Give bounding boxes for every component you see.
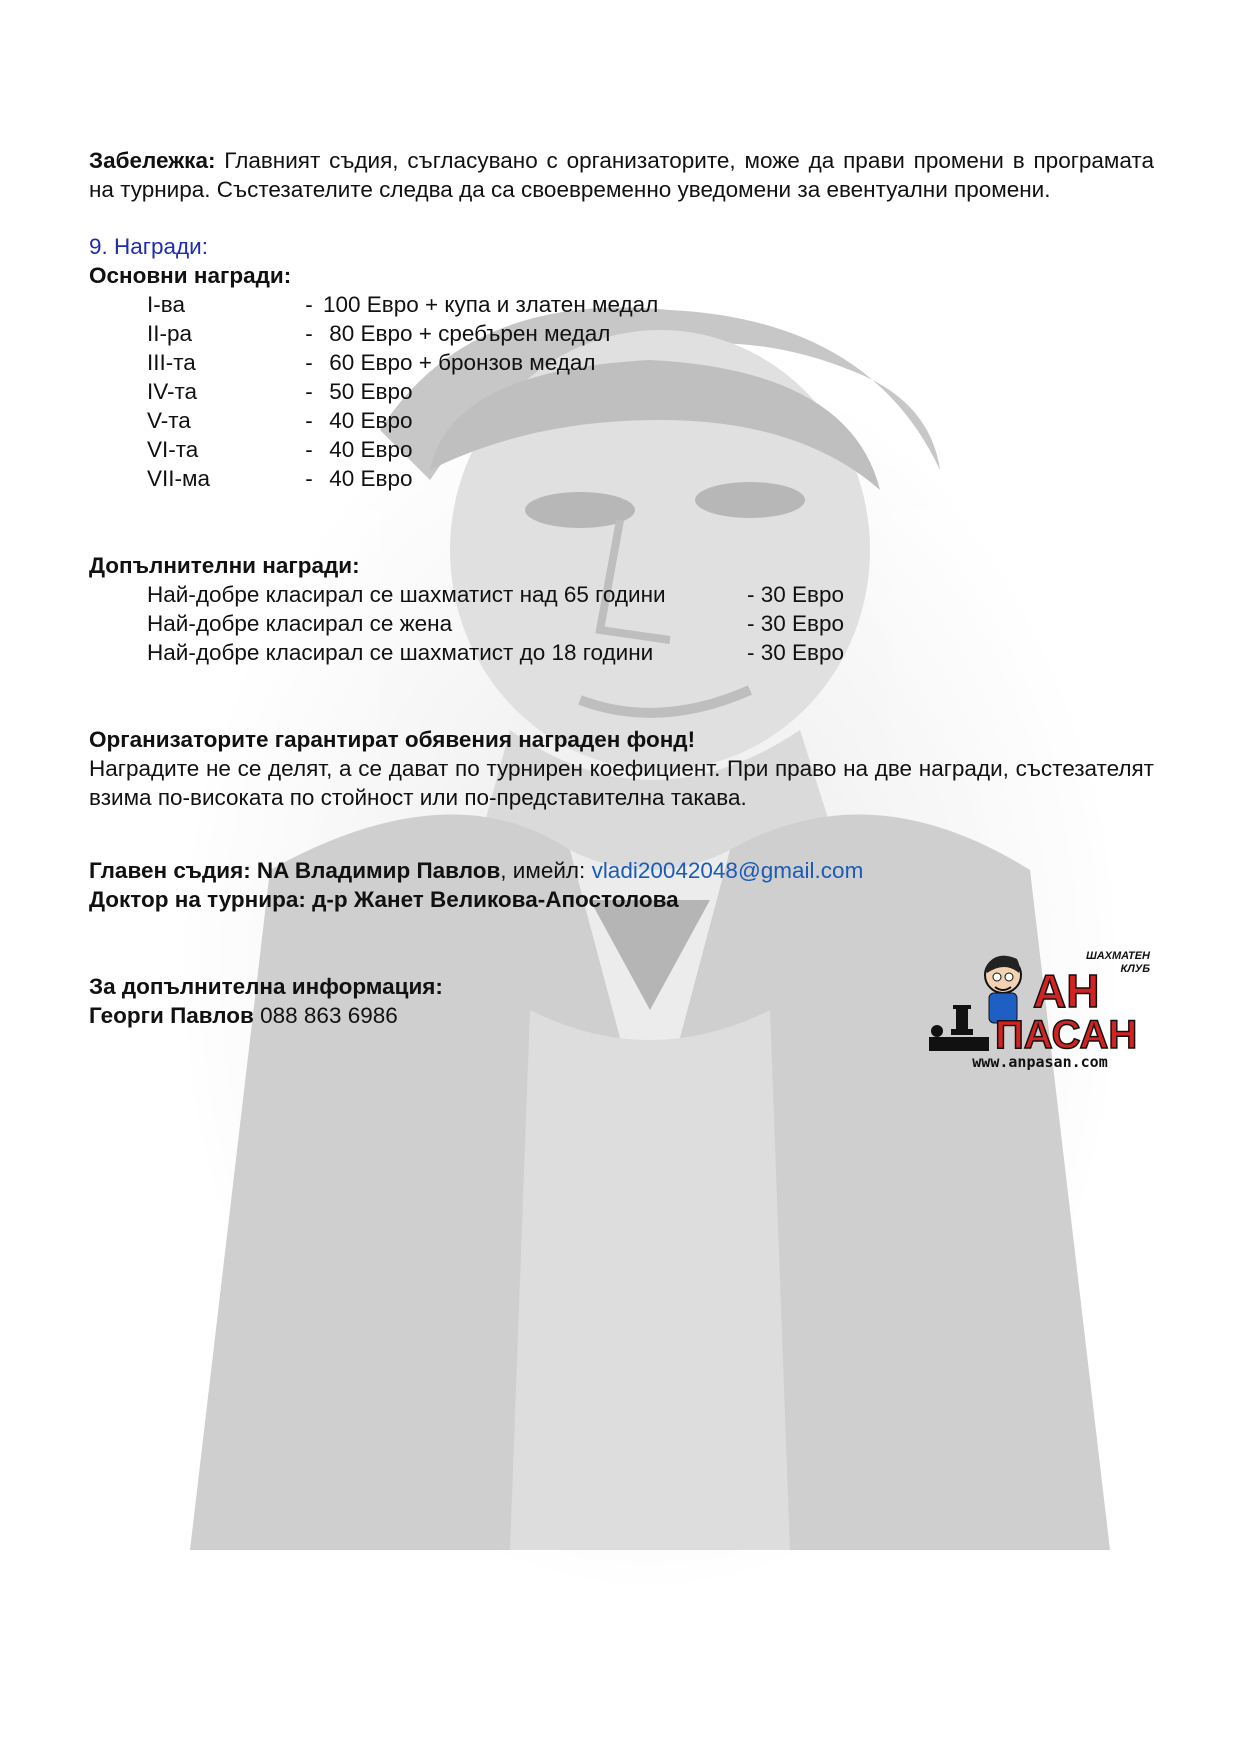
note-text: Главният съдия, съгласувано с организаторите, може да прави промени в програмата на турнира. Състезателите следва да са своевременно уведомени за евентуални промени. — [89, 148, 1154, 202]
prize-dash: - — [305, 292, 313, 317]
judge-email-link[interactable]: vladi20042048@gmail.com — [591, 858, 864, 883]
prize-dash: - — [305, 350, 313, 375]
contact-title: За допълнителна информация: — [89, 974, 443, 999]
additional-prize-row — [89, 638, 1154, 667]
prize-place: IV-та — [147, 379, 198, 404]
prize-place: I-ва — [147, 292, 185, 317]
additional-prize-desc: Най-добре класирал се шахматист до 18 години — [147, 640, 654, 665]
logo-club-line1: ШАХМАТЕН — [1085, 950, 1150, 962]
prize-dash: - — [305, 321, 313, 346]
chess-rook-icon — [951, 1005, 973, 1035]
prize-place: VI-та — [147, 437, 199, 462]
logo-word2: ПАСАН — [995, 1013, 1138, 1057]
additional-prize-amount: - 30 Евро — [747, 582, 845, 607]
additional-prizes-list — [89, 580, 1154, 667]
additional-prize-desc: Най-добре класирал се жена — [147, 611, 453, 636]
logo-word1: АН — [1033, 965, 1100, 1017]
prize-amount: 40 Евро — [323, 437, 413, 462]
prize-row — [89, 435, 1154, 464]
prize-dash: - — [305, 437, 313, 462]
prize-amount: 80 Евро + сребърен медал — [323, 321, 611, 346]
prize-row — [89, 377, 1154, 406]
guarantee-text: Наградите не се делят, а се дават по турнирен коефициент. При право на две награди, състезателят взима по-високата по стойност или по-представителна такава. — [89, 756, 1154, 810]
prize-row — [89, 348, 1154, 377]
note-paragraph — [89, 146, 1154, 204]
prize-dash: - — [305, 466, 313, 491]
judge-label: Главен съдия: NA Владимир Павлов — [89, 858, 501, 883]
prize-amount: 40 Евро — [323, 408, 413, 433]
prize-row — [89, 319, 1154, 348]
club-logo — [925, 945, 1155, 1070]
contact-name: Георги Павлов — [89, 1003, 254, 1028]
additional-prize-row — [89, 580, 1154, 609]
email-label: , имейл: — [500, 858, 592, 883]
logo-club-line2: КЛУБ — [1120, 963, 1150, 975]
doctor-line: Доктор на турнира: д-р Жанет Великова-Апостолова — [89, 887, 679, 912]
prize-amount: 40 Евро — [323, 466, 413, 491]
prize-amount: 50 Евро — [323, 379, 413, 404]
prize-amount: 100 Евро + купа и златен медал — [323, 292, 659, 317]
additional-prize-row — [89, 609, 1154, 638]
prize-row — [89, 406, 1154, 435]
prize-dash: - — [305, 408, 313, 433]
section-title-prizes: 9. Награди: — [89, 234, 208, 259]
logo-url: www.anpasan.com — [972, 1053, 1108, 1070]
additional-prize-desc: Най-добре класирал се шахматист над 65 години — [147, 582, 666, 607]
prize-place: V-та — [147, 408, 191, 433]
prize-place: III-та — [147, 350, 196, 375]
prize-place: VII-ма — [147, 466, 210, 491]
contact-phone: 088 863 6986 — [253, 1003, 398, 1028]
prize-amount: 60 Евро + бронзов медал — [323, 350, 596, 375]
note-label: Забележка: — [89, 148, 216, 173]
main-prizes-list — [89, 290, 1154, 493]
judge-line — [89, 856, 1154, 885]
prize-row — [89, 464, 1154, 493]
prize-place: II-ра — [147, 321, 193, 346]
document-body — [89, 146, 1154, 1030]
additional-prizes-title: Допълнителни награди: — [89, 553, 360, 578]
additional-prize-amount: - 30 Евро — [747, 640, 845, 665]
prize-dash: - — [305, 379, 313, 404]
additional-prize-amount: - 30 Евро — [747, 611, 845, 636]
main-prizes-title: Основни награди: — [89, 263, 292, 288]
guarantee-title: Организаторите гарантират обявения награден фонд! — [89, 727, 696, 752]
prize-row — [89, 290, 1154, 319]
